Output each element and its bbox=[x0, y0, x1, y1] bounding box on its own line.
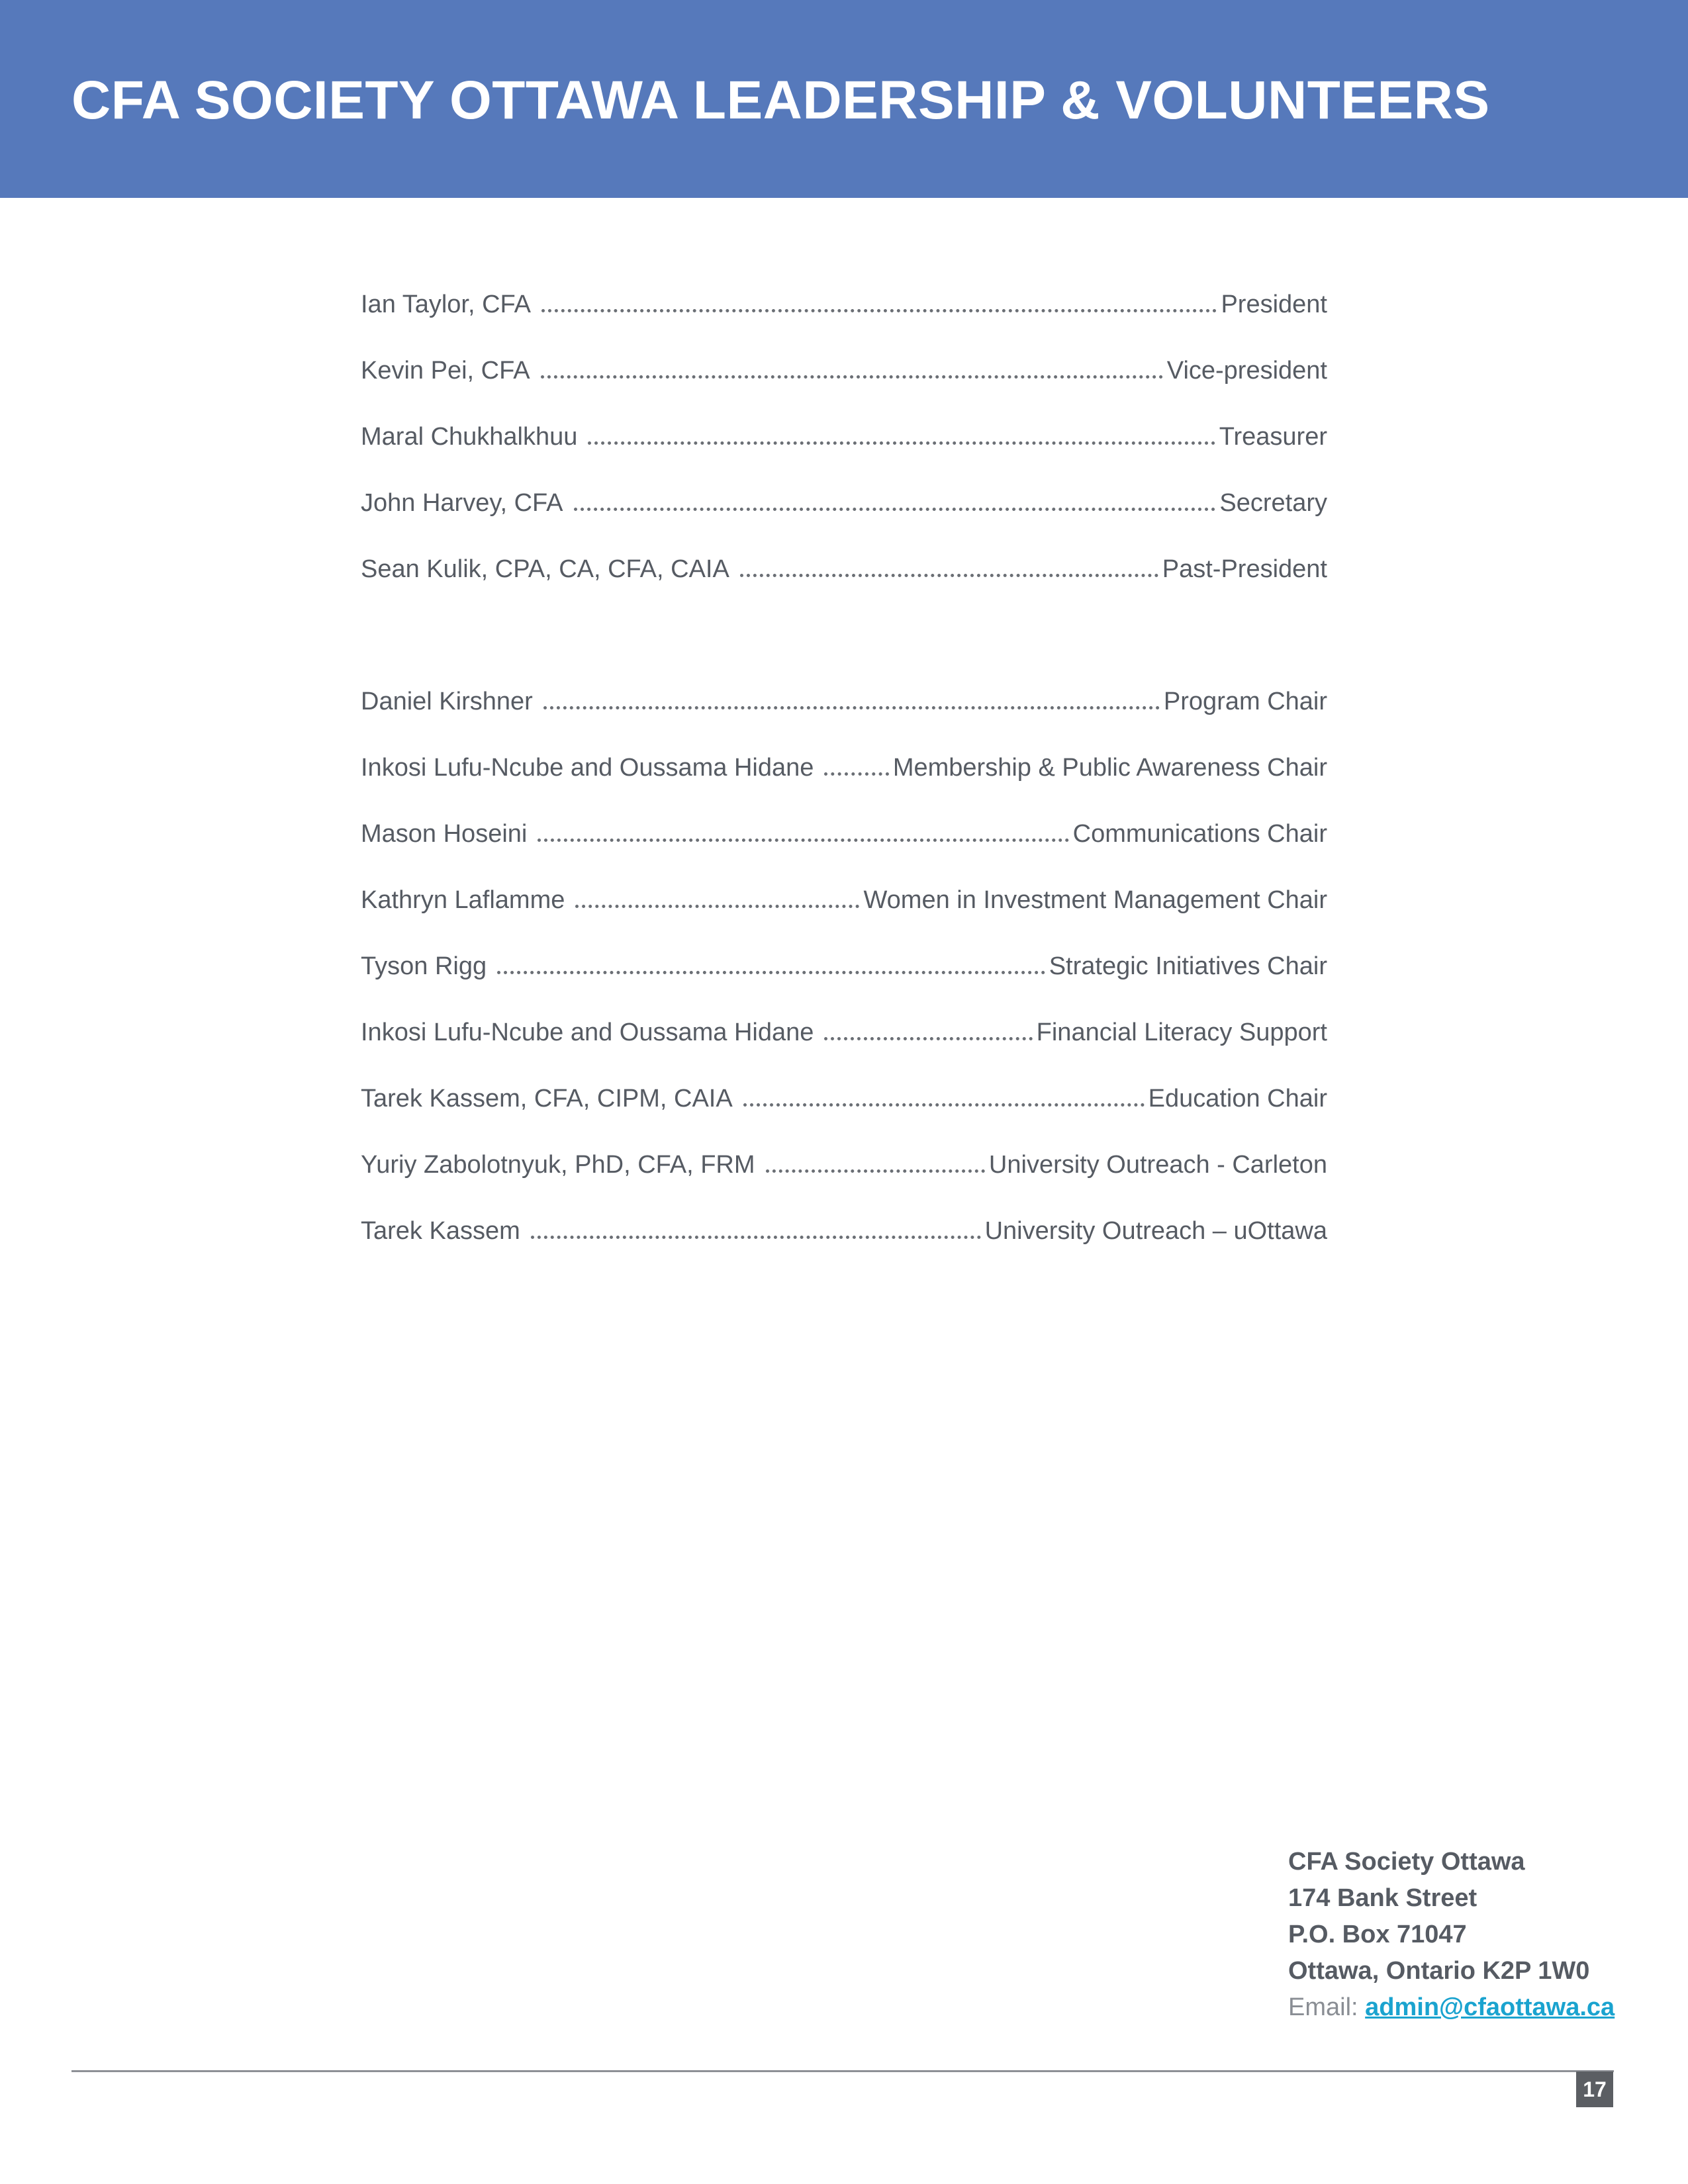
member-name: Inkosi Lufu-Ncube and Oussama Hidane bbox=[361, 754, 814, 782]
list-item bbox=[361, 676, 1327, 743]
member-name: Kevin Pei, CFA bbox=[361, 357, 530, 385]
list-item bbox=[361, 941, 1327, 1007]
dot-leader bbox=[497, 971, 1045, 974]
member-role: Women in Investment Management Chair bbox=[863, 886, 1327, 914]
dot-leader bbox=[575, 905, 859, 908]
list-item bbox=[361, 478, 1327, 544]
email-link[interactable]: admin@cfaottawa.ca bbox=[1365, 1993, 1615, 2021]
list-item bbox=[361, 1206, 1327, 1272]
list-item bbox=[361, 345, 1327, 412]
list-item bbox=[361, 412, 1327, 478]
member-role: University Outreach – uOttawa bbox=[984, 1217, 1327, 1245]
footer-divider bbox=[71, 2070, 1614, 2072]
member-name: Tyson Rigg bbox=[361, 952, 487, 980]
member-role: Past-President bbox=[1162, 555, 1327, 583]
dot-leader bbox=[541, 309, 1217, 312]
dot-leader bbox=[538, 839, 1068, 842]
member-name: Mason Hoseini bbox=[361, 820, 528, 848]
member-name: Yuriy Zabolotnyuk, PhD, CFA, FRM bbox=[361, 1151, 755, 1179]
page-title: CFA SOCIETY OTTAWA LEADERSHIP & VOLUNTEERS bbox=[71, 70, 1490, 130]
member-name: Ian Taylor, CFA bbox=[361, 291, 531, 318]
member-role: Communications Chair bbox=[1072, 820, 1327, 848]
list-item bbox=[361, 279, 1327, 345]
member-name: Inkosi Lufu-Ncube and Oussama Hidane bbox=[361, 1019, 814, 1046]
member-role: Strategic Initiatives Chair bbox=[1049, 952, 1327, 980]
dot-leader bbox=[766, 1169, 985, 1173]
list-item bbox=[361, 1140, 1327, 1206]
list-item bbox=[361, 1007, 1327, 1073]
list-item bbox=[361, 544, 1327, 610]
member-role: Education Chair bbox=[1148, 1085, 1327, 1113]
list-item bbox=[361, 743, 1327, 809]
email-row bbox=[1288, 1989, 1659, 2026]
member-name: Tarek Kassem bbox=[361, 1217, 520, 1245]
member-role: Secretary bbox=[1219, 489, 1327, 517]
list-item bbox=[361, 809, 1327, 875]
member-role: President bbox=[1221, 291, 1327, 318]
header-band bbox=[0, 0, 1688, 198]
po-box: P.O. Box 71047 bbox=[1288, 1921, 1467, 1948]
member-role: Vice-president bbox=[1166, 357, 1327, 385]
page-number: 17 bbox=[1576, 2071, 1613, 2107]
member-name: Kathryn Laflamme bbox=[361, 886, 565, 914]
member-name: Daniel Kirshner bbox=[361, 688, 533, 715]
member-name: Maral Chukhalkhuu bbox=[361, 423, 578, 451]
list-item bbox=[361, 875, 1327, 941]
dot-leader bbox=[824, 1037, 1032, 1040]
dot-leader bbox=[541, 375, 1163, 379]
dot-leader bbox=[574, 508, 1216, 511]
member-role: Financial Literacy Support bbox=[1036, 1019, 1327, 1046]
member-role: University Outreach - Carleton bbox=[988, 1151, 1327, 1179]
contact-address bbox=[1288, 1844, 1659, 2026]
dot-leader bbox=[543, 706, 1160, 709]
member-role: Treasurer bbox=[1219, 423, 1327, 451]
member-name: Sean Kulik, CPA, CA, CFA, CAIA bbox=[361, 555, 729, 583]
dot-leader bbox=[531, 1236, 981, 1239]
member-role: Membership & Public Awareness Chair bbox=[892, 754, 1327, 782]
email-label: Email: bbox=[1288, 1993, 1358, 2021]
dot-leader bbox=[588, 441, 1215, 445]
member-name: John Harvey, CFA bbox=[361, 489, 563, 517]
list-item bbox=[361, 1073, 1327, 1140]
street-address: 174 Bank Street bbox=[1288, 1884, 1477, 1912]
org-name: CFA Society Ottawa bbox=[1288, 1848, 1525, 1876]
member-name: Tarek Kassem, CFA, CIPM, CAIA bbox=[361, 1085, 733, 1113]
city-line: Ottawa, Ontario K2P 1W0 bbox=[1288, 1957, 1590, 1985]
dot-leader bbox=[740, 574, 1158, 577]
officers-list bbox=[361, 279, 1327, 610]
member-role: Program Chair bbox=[1163, 688, 1327, 715]
dot-leader bbox=[743, 1103, 1145, 1107]
chairs-list bbox=[361, 676, 1327, 1272]
dot-leader bbox=[824, 772, 888, 776]
